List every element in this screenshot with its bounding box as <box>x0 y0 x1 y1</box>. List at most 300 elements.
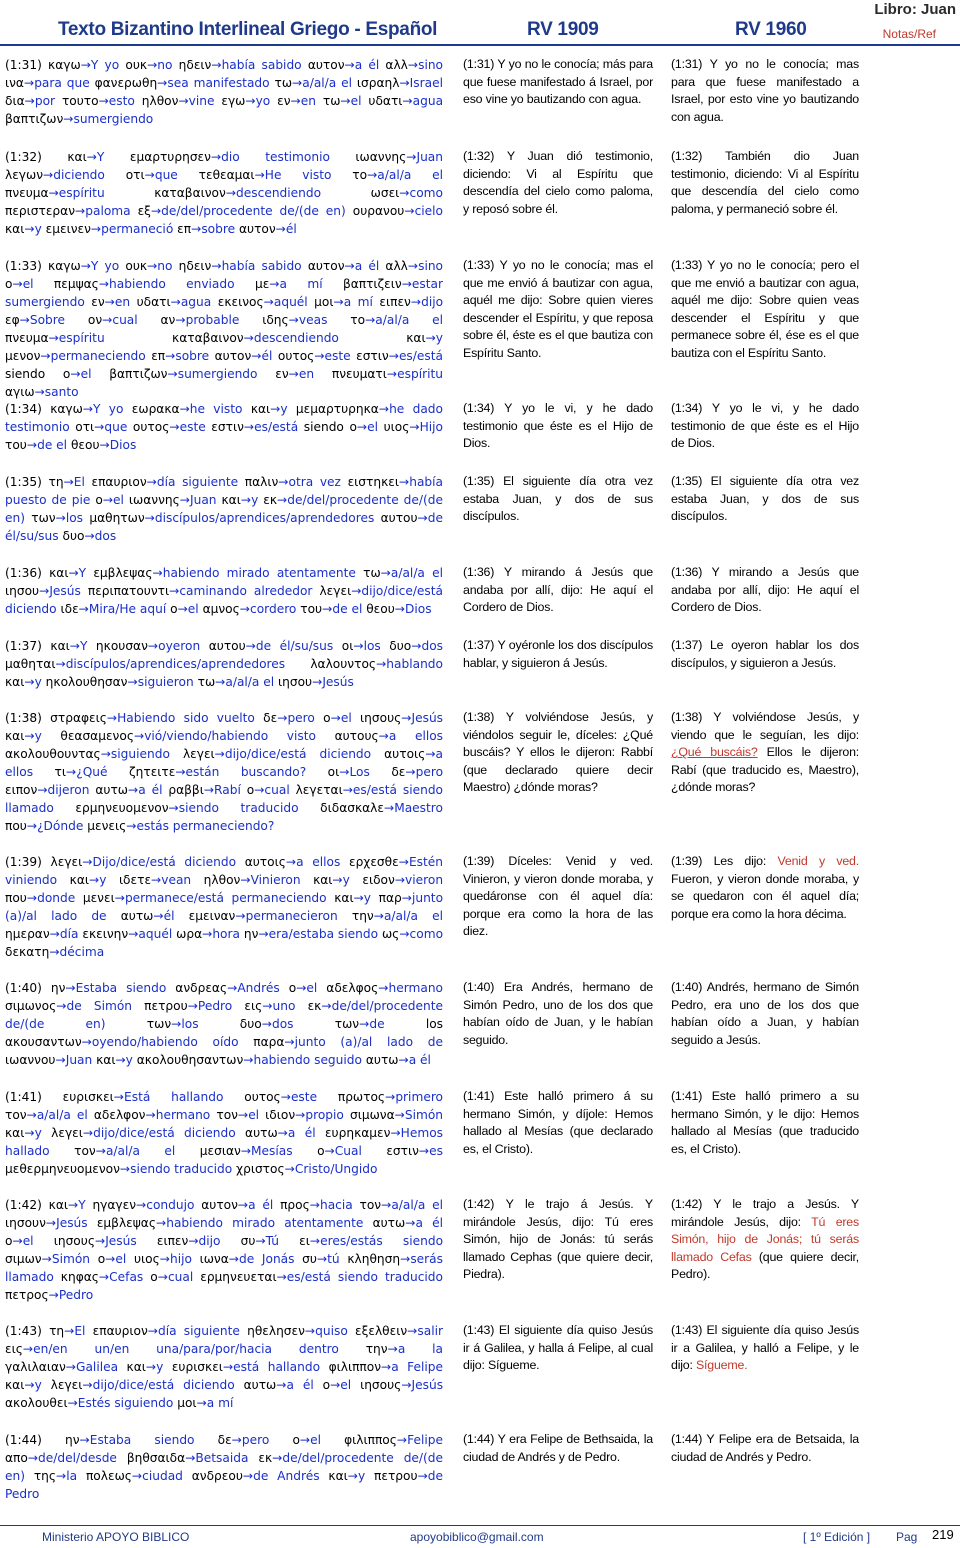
spanish-gloss: a/al/a el <box>390 566 443 580</box>
gloss-arrow-icon: → <box>146 475 157 489</box>
gloss-arrow-icon: → <box>388 349 399 363</box>
gloss-arrow-icon: → <box>66 765 77 779</box>
greek-word: ιησου <box>278 675 313 689</box>
spanish-gloss: Y <box>96 150 105 164</box>
verse-reference: (1:36) <box>5 566 50 580</box>
spanish-gloss: el <box>187 602 199 616</box>
spanish-gloss: dijo <box>198 1234 221 1248</box>
greek-word: ερμηνευεται <box>200 1270 277 1284</box>
greek-word: και <box>49 566 69 580</box>
spanish-gloss: a/al/a el <box>391 1198 443 1212</box>
rv1960-text: (1:40) Andrés, hermano de Simón Pedro, era uno de los dos que habían oído a Juan, y habían seguido a Jesús. <box>671 980 859 1047</box>
greek-word: επ <box>177 222 192 236</box>
spanish-gloss: caminando alrededor <box>179 584 313 598</box>
spanish-gloss: sumergiendo <box>177 367 258 381</box>
spanish-gloss: Betsaida <box>195 1451 249 1465</box>
spanish-gloss: de el <box>332 602 363 616</box>
greek-word: περιστεραν <box>5 204 76 218</box>
greek-word: ο <box>5 277 13 291</box>
gloss-arrow-icon: → <box>69 639 80 653</box>
greek-word: υδατι <box>136 295 171 309</box>
footer-page-number: 219 <box>932 1527 954 1542</box>
spanish-gloss: había puesto de pie <box>5 475 444 507</box>
greek-word: μεθερμηνευομενον <box>5 1162 120 1176</box>
gloss-arrow-icon: → <box>55 511 66 525</box>
greek-word: αυτω <box>243 1378 277 1392</box>
gloss-arrow-icon: → <box>425 747 436 761</box>
spanish-gloss: no <box>157 58 173 72</box>
greek-word: την <box>365 1342 388 1356</box>
gloss-arrow-icon: → <box>425 331 436 345</box>
spanish-gloss: Juan <box>416 150 443 164</box>
gloss-arrow-icon: → <box>12 277 23 291</box>
greek-word: και <box>5 675 25 689</box>
greek-word: εμεινεν <box>45 222 91 236</box>
gloss-arrow-icon: → <box>309 1198 320 1212</box>
greek-word: στραφεις <box>50 711 107 725</box>
gloss-arrow-icon: → <box>133 729 145 743</box>
spanish-gloss: Cual <box>334 1144 362 1158</box>
spanish-gloss: espíritu <box>58 331 105 345</box>
greek-word: αγιω <box>5 385 35 399</box>
greek-word: αυτω <box>365 1053 399 1067</box>
greek-word: παλιν <box>244 475 279 489</box>
greek-word: καγω <box>50 402 83 416</box>
spanish-gloss: es/está <box>254 420 299 434</box>
gloss-arrow-icon: → <box>245 639 256 653</box>
spanish-gloss: siendo traducido <box>130 1162 233 1176</box>
gloss-arrow-icon: → <box>272 1451 283 1465</box>
spanish-gloss: diciendo <box>53 168 105 182</box>
spanish-gloss: a/al/a el <box>383 909 444 923</box>
spanish-gloss: para que <box>34 76 90 90</box>
gloss-arrow-icon: → <box>39 584 50 598</box>
spanish-gloss: ¿Qué <box>76 765 108 779</box>
gloss-arrow-icon: → <box>333 295 344 309</box>
spanish-gloss: de el <box>37 438 68 452</box>
greek-word: δυο <box>239 1017 262 1031</box>
interlinear-greek-text <box>5 400 443 454</box>
gloss-arrow-icon: → <box>404 204 415 218</box>
spanish-gloss: Estés siguiendo <box>77 1396 174 1410</box>
greek-word: ειπεν <box>156 1234 189 1248</box>
gloss-arrow-icon: → <box>82 402 94 416</box>
spanish-gloss: tú <box>327 1252 340 1266</box>
interlinear-greek-text <box>5 709 443 835</box>
gloss-arrow-icon: → <box>68 1198 79 1212</box>
page-header <box>0 0 960 44</box>
gloss-arrow-icon: → <box>407 259 419 273</box>
spanish-gloss: Estén viniendo <box>5 855 443 887</box>
greek-word: los <box>425 1017 444 1031</box>
spanish-gloss: en <box>300 94 316 108</box>
gloss-arrow-icon: → <box>373 909 384 923</box>
spanish-gloss: es <box>429 1144 443 1158</box>
verse-reference: (1:44) <box>5 1433 65 1447</box>
gloss-arrow-icon: → <box>156 1216 167 1230</box>
gloss-arrow-icon: → <box>82 855 93 869</box>
spanish-gloss: dijo <box>421 295 444 309</box>
gloss-arrow-icon: → <box>240 1144 252 1158</box>
spanish-gloss: discípulos/aprendices/aprendedores <box>65 657 286 671</box>
gloss-arrow-icon: → <box>394 1108 405 1122</box>
spanish-gloss: a él <box>354 259 380 273</box>
greek-word: των <box>146 1017 172 1031</box>
greek-word: πνευμα <box>5 331 49 345</box>
greek-word: λεγει <box>182 747 215 761</box>
spanish-gloss: dijo/dice/está diciendo <box>224 747 372 761</box>
spanish-gloss: décima <box>59 945 105 959</box>
gloss-arrow-icon: → <box>81 1035 92 1049</box>
spanish-gloss: el <box>248 1108 260 1122</box>
greek-word: εωρακα <box>131 402 180 416</box>
greek-word: εν <box>277 94 291 108</box>
spanish-gloss: a él <box>248 1198 274 1212</box>
spanish-gloss: el <box>80 367 92 381</box>
spanish-gloss: vieron <box>405 873 444 887</box>
greek-word: υδατι <box>368 94 403 108</box>
footer-ministry: Ministerio APOYO BIBLICO <box>42 1530 190 1544</box>
gloss-arrow-icon: → <box>254 783 265 797</box>
gloss-arrow-icon: → <box>102 493 114 507</box>
greek-word: ουτος <box>277 349 315 363</box>
gloss-arrow-icon: → <box>19 313 30 327</box>
greek-word: υιος <box>133 1252 160 1266</box>
gloss-arrow-icon: → <box>88 873 100 887</box>
gloss-arrow-icon: → <box>12 1234 23 1248</box>
gloss-arrow-icon: → <box>211 259 222 273</box>
spanish-gloss: Hijo <box>419 420 444 434</box>
spanish-gloss: Juan <box>190 493 217 507</box>
spanish-gloss: el <box>22 1234 34 1248</box>
spanish-gloss: dijo/dice/está diciendo <box>92 1378 235 1392</box>
gloss-arrow-icon: → <box>175 765 186 779</box>
gloss-arrow-icon: → <box>56 999 67 1013</box>
greek-word: ην <box>64 1433 80 1447</box>
gloss-arrow-icon: → <box>380 566 391 580</box>
gloss-arrow-icon: → <box>119 1162 131 1176</box>
rv1960-text: (1:37) Le oyeron hablar los dos discípulos, y siguieron a Jesús. <box>671 638 859 670</box>
greek-word: ευρισκει <box>171 1360 223 1374</box>
gloss-arrow-icon: → <box>214 747 225 761</box>
rv1909-text: (1:41) Este halló primero á su hermano Simón, y díjole: Hemos hallado al Mesías (que declarado es, el Cristo). <box>463 1089 653 1156</box>
greek-word: ειπεν <box>379 295 411 309</box>
greek-word: εν <box>275 367 289 381</box>
gloss-arrow-icon: → <box>401 891 412 905</box>
gloss-arrow-icon: → <box>55 657 66 671</box>
spanish-gloss: de él/su/sus <box>5 511 443 543</box>
greek-word: μενεις <box>87 819 127 833</box>
greek-word: βαπτιζειν <box>342 277 402 291</box>
spanish-gloss: paloma <box>85 204 131 218</box>
spanish-gloss: Habiendo sido vuelto <box>117 711 255 725</box>
greek-word: ανδρεας <box>175 981 228 995</box>
greek-word: λεγεται <box>295 783 343 797</box>
spanish-gloss: no <box>157 259 173 273</box>
gloss-arrow-icon: → <box>356 420 368 434</box>
greek-word: ευρηκαμεν <box>324 1126 391 1140</box>
gloss-arrow-icon: → <box>211 58 222 72</box>
greek-word: ο <box>62 367 71 381</box>
greek-word: αδελφος <box>326 981 379 995</box>
spanish-gloss: es/está siendo llamado <box>5 783 444 815</box>
gloss-arrow-icon: → <box>100 747 111 761</box>
gloss-arrow-icon: → <box>187 999 198 1013</box>
greek-word: ουκ <box>125 259 148 273</box>
gloss-arrow-icon: → <box>127 675 138 689</box>
greek-word: επαυριον <box>91 475 147 489</box>
greek-word: και <box>5 1126 25 1140</box>
spanish-gloss: están buscando? <box>185 765 307 779</box>
greek-word: ζητειτε <box>129 765 176 779</box>
spanish-gloss: este <box>324 349 351 363</box>
greek-word: προς <box>280 1198 310 1212</box>
greek-word: της <box>33 1469 57 1483</box>
greek-word: ευρισκει <box>62 1090 114 1104</box>
spanish-gloss: uno <box>272 999 296 1013</box>
spanish-gloss: y <box>34 1378 42 1392</box>
spanish-gloss: sobre <box>201 222 236 236</box>
greek-word: πολεως <box>85 1469 132 1483</box>
spanish-gloss: aquél <box>273 295 308 309</box>
gloss-arrow-icon: → <box>322 602 333 616</box>
gloss-arrow-icon: → <box>417 1469 428 1483</box>
gloss-arrow-icon: → <box>153 909 164 923</box>
gloss-arrow-icon: → <box>128 927 139 941</box>
gloss-arrow-icon: → <box>290 94 301 108</box>
gloss-arrow-icon: → <box>347 1469 358 1483</box>
greek-word: εκεινην <box>82 927 129 941</box>
spanish-gloss: a/al/a el <box>36 1108 88 1122</box>
column-heading-rv1960: RV 1960 <box>735 19 807 40</box>
gloss-arrow-icon: → <box>167 367 178 381</box>
rv1960-text: (1:35) El siguiente día otra vez estaba Juan, y dos de sus discípulos. <box>671 474 859 524</box>
gloss-arrow-icon: → <box>237 1108 249 1122</box>
gloss-arrow-icon: → <box>179 493 190 507</box>
greek-word: ιδε <box>60 602 79 616</box>
gloss-arrow-icon: → <box>339 765 350 779</box>
gloss-arrow-icon: → <box>383 801 395 815</box>
greek-word: κηφας <box>60 1270 99 1284</box>
gloss-arrow-icon: → <box>299 1433 311 1447</box>
greek-word: και <box>48 1198 68 1212</box>
gloss-arrow-icon: → <box>150 204 162 218</box>
greek-word: βαπτιζων <box>109 367 168 381</box>
spanish-gloss: y <box>357 1469 366 1483</box>
rv1960-segment: Ellos le dijeron: Rabí (que traducido es, Maestro), ¿dónde moras? <box>671 745 860 795</box>
greek-word: ουρανου <box>352 204 405 218</box>
spanish-gloss: ¿Dónde <box>37 819 84 833</box>
greek-word: ειστηκει <box>347 475 399 489</box>
verse-reference: (1:39) <box>5 855 51 869</box>
spanish-gloss: descendiendo <box>253 331 339 345</box>
gloss-arrow-icon: → <box>295 1108 306 1122</box>
spanish-gloss: a/al/a el <box>302 76 353 90</box>
gloss-arrow-icon: → <box>24 94 35 108</box>
greek-word: αυτους <box>334 729 379 743</box>
gloss-arrow-icon: → <box>27 1451 39 1465</box>
spanish-gloss: cordero <box>250 602 297 616</box>
gloss-arrow-icon: → <box>245 94 256 108</box>
gloss-arrow-icon: → <box>353 639 364 653</box>
rv1909-text: (1:33) Y yo no le conocía; mas el que me envió á bautizar con agua, aquél me dijo: Sobre quien vieres descender el Espíritu, y que reposa sobre él, éste es el que bautiza con Espíritu Santo. <box>463 258 653 360</box>
gloss-arrow-icon: → <box>40 349 51 363</box>
spanish-gloss: permaneciendo <box>50 349 146 363</box>
greek-word: τω <box>322 94 341 108</box>
spanish-gloss: Simón <box>404 1108 444 1122</box>
greek-word: ακολουθησαντων <box>136 1053 244 1067</box>
gloss-arrow-icon: → <box>63 475 74 489</box>
gloss-arrow-icon: → <box>65 1360 77 1374</box>
spanish-gloss: Está hallando <box>124 1090 224 1104</box>
spanish-gloss: a mí <box>206 1396 234 1410</box>
greek-word: ιωαννης <box>128 493 180 507</box>
spanish-gloss: oyendo/habiendo oído <box>91 1035 239 1049</box>
greek-word: λαλουντος <box>310 657 377 671</box>
greek-word: παρα <box>253 1035 285 1049</box>
rv1960-segment: (que quiere decir, Pedro). <box>671 1249 859 1282</box>
greek-word: τω <box>363 566 381 580</box>
gloss-arrow-icon: → <box>171 1017 182 1031</box>
gloss-arrow-icon: → <box>401 711 412 725</box>
gloss-arrow-icon: → <box>196 1396 207 1410</box>
spanish-gloss: Rabí <box>214 783 241 797</box>
gloss-arrow-icon: → <box>147 639 159 653</box>
greek-word: και <box>5 1378 25 1392</box>
gloss-arrow-icon: → <box>63 112 74 126</box>
spanish-gloss: este <box>179 420 206 434</box>
spanish-gloss: a la <box>397 1342 444 1356</box>
gloss-arrow-icon: → <box>314 349 325 363</box>
gloss-arrow-icon: → <box>342 783 353 797</box>
gloss-arrow-icon: → <box>78 602 89 616</box>
spanish-gloss: Jesús <box>49 584 81 598</box>
greek-word: διδασκαλε <box>320 801 384 815</box>
gloss-arrow-icon: → <box>98 1270 110 1284</box>
gloss-arrow-icon: → <box>202 927 213 941</box>
spanish-gloss: estás permaneciendo? <box>136 819 275 833</box>
greek-word: εγω <box>221 94 246 108</box>
greek-word: απο <box>5 1451 28 1465</box>
spanish-gloss: siguiendo <box>110 747 170 761</box>
spanish-gloss: el <box>367 420 379 434</box>
gloss-arrow-icon: → <box>344 58 355 72</box>
greek-word: εμαρτυρησεν <box>129 150 211 164</box>
greek-word: χριστος <box>236 1162 285 1176</box>
verse-reference: (1:40) <box>5 981 51 995</box>
greek-word: θεασαμενος <box>60 729 134 743</box>
greek-word: που <box>5 819 27 833</box>
gloss-arrow-icon: → <box>243 331 254 345</box>
greek-word: ο <box>170 602 178 616</box>
spanish-gloss: sino <box>418 259 444 273</box>
rv1960-text: (1:36) Y mirando a Jesús que andaba por allí, dijo: He aquí el Cordero de Dios. <box>671 565 859 615</box>
gloss-arrow-icon: → <box>240 873 251 887</box>
words-of-jesus: ¿Qué buscáis? <box>671 745 758 760</box>
spanish-gloss: había sabido <box>221 259 302 273</box>
rv1909-text: (1:40) Era Andrés, hermano de Simón Pedro, uno de los dos que habían oído de Juan, y le habían seguido. <box>463 980 653 1047</box>
greek-word: ο <box>246 783 255 797</box>
greek-word: ραββι <box>168 783 204 797</box>
gloss-arrow-icon: → <box>26 819 38 833</box>
spanish-gloss: habiendo seguido <box>253 1053 362 1067</box>
gloss-arrow-icon: → <box>243 1053 254 1067</box>
verse-reference: (1:33) <box>5 259 49 273</box>
verse-reference: (1:32) <box>5 150 68 164</box>
gloss-arrow-icon: → <box>144 511 155 525</box>
gloss-arrow-icon: → <box>396 1433 408 1447</box>
greek-word: ιησου <box>5 584 40 598</box>
greek-word: δε <box>391 765 406 779</box>
spanish-gloss: los <box>65 511 84 525</box>
gloss-arrow-icon: → <box>82 1126 94 1140</box>
greek-word: αυτου <box>208 639 246 653</box>
rv1960-text: (1:44) Y Felipe era de Betsaida, la ciudad de Andrés y Pedro. <box>671 1432 859 1464</box>
greek-word: λεγει <box>319 584 352 598</box>
rv1960-segment: (1:43) El siguiente día quiso Jesús ir a Galilea, y halló a Felipe, y le dijo: <box>671 1323 859 1373</box>
footer-email[interactable]: apoyobiblico@gmail.com <box>410 1530 544 1544</box>
greek-word: αυτον <box>201 1198 238 1212</box>
interlinear-greek-text <box>5 853 443 961</box>
spanish-gloss: los <box>363 639 381 653</box>
gloss-arrow-icon: → <box>405 1216 416 1230</box>
spanish-gloss: habiendo mirado atentamente <box>162 566 356 580</box>
greek-word: μαθηται <box>5 657 56 671</box>
gloss-arrow-icon: → <box>417 511 428 525</box>
rv1909-text: (1:32) Y Juan dió testimonio, diciendo: Vi al Espíritu que descendía del cielo como paloma, y reposó sobre él. <box>463 149 653 216</box>
greek-word: ηκολουθησαν <box>45 675 128 689</box>
spanish-gloss: Estaba siendo <box>75 981 167 995</box>
spanish-gloss: permanece/está permaneciendo <box>124 891 327 905</box>
spanish-gloss: el <box>310 1433 322 1447</box>
gloss-arrow-icon: → <box>169 584 180 598</box>
greek-word: εφ <box>5 313 20 327</box>
rv1909-text: (1:38) Y volviéndose Jesús, y viéndolos seguir le, díceles: ¿Qué buscáis? Y ellos le dijeron: Rabbí (que declarado quiere decir Maestro) ¿dónde moras? <box>463 710 653 795</box>
greek-word: φιλιππον <box>328 1360 382 1374</box>
spanish-gloss: Los <box>349 765 370 779</box>
spanish-gloss: el <box>340 1378 352 1392</box>
spanish-gloss: espíritu <box>58 186 105 200</box>
book-label: Libro: Juan <box>874 1 956 18</box>
greek-word: καγω <box>48 58 81 72</box>
greek-word: εκεινος <box>217 295 264 309</box>
spanish-gloss: vean <box>161 873 192 887</box>
spanish-gloss: estar sumergiendo <box>5 277 444 309</box>
interlinear-greek-text <box>5 1431 443 1503</box>
gloss-arrow-icon: → <box>145 1360 157 1374</box>
greek-word: δυο <box>389 639 412 653</box>
spanish-gloss: discípulos/aprendices/aprendedores <box>154 511 375 525</box>
gloss-arrow-icon: → <box>237 1198 249 1212</box>
greek-word: αλλ <box>385 58 408 72</box>
gloss-arrow-icon: → <box>37 783 48 797</box>
gloss-arrow-icon: → <box>276 1378 287 1392</box>
gloss-arrow-icon: → <box>277 1126 288 1140</box>
verse-reference: (1:37) <box>5 639 51 653</box>
greek-word: εστιν <box>211 420 244 434</box>
greek-word: ο <box>150 1270 158 1284</box>
spanish-gloss: a él <box>415 1216 443 1230</box>
spanish-gloss: probable <box>185 313 240 327</box>
spanish-gloss: el <box>350 94 362 108</box>
spanish-gloss: hora <box>212 927 240 941</box>
spanish-gloss: Estaba siendo <box>89 1433 195 1447</box>
spanish-gloss: agua <box>180 295 212 309</box>
spanish-gloss: de <box>369 1017 385 1031</box>
gloss-arrow-icon: → <box>98 277 110 291</box>
spanish-gloss: hermano <box>155 1108 211 1122</box>
spanish-gloss: Cefas <box>109 1270 144 1284</box>
